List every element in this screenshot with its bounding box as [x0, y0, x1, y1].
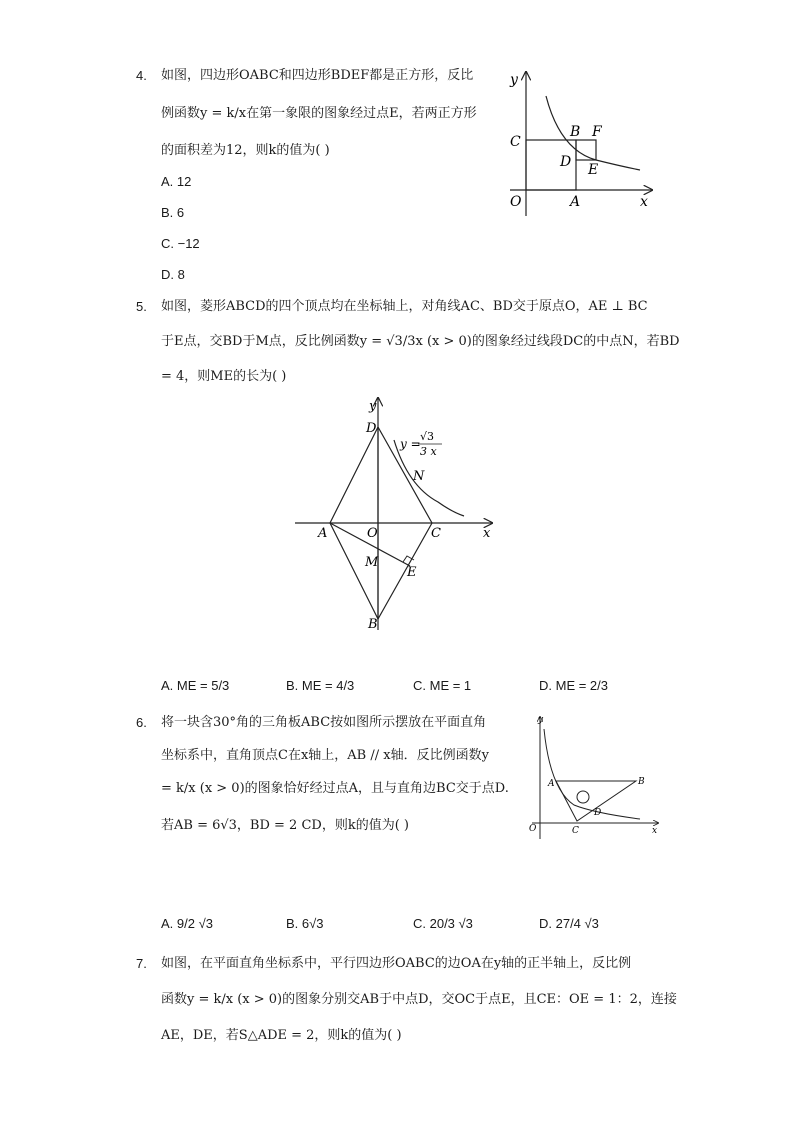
q6-label-b: B	[638, 777, 645, 787]
q4-label-e: E	[588, 162, 599, 178]
q6-label-o: O	[529, 824, 537, 834]
q4-label-c: C	[510, 134, 521, 150]
q5-label-d: D	[366, 421, 377, 436]
question-4-number: 4.	[136, 68, 147, 83]
question-5-line-2: 于E点，交BD于M点，反比例函数y = √3/3x (x > 0)的图象经过线段DC的中点N，若BD	[161, 334, 680, 349]
question-5-line-3: = 4，则ME的长为( )	[161, 369, 287, 384]
question-4-line-1: 如图，四边形OABC和四边形BDEF都是正方形，反比	[161, 68, 474, 83]
question-6-number: 6.	[136, 715, 147, 730]
question-5-option-d[interactable]: D. ME = 2/3	[539, 678, 608, 693]
question-6-line-2: 坐标系中，直角顶点C在x轴上，AB // x轴．反比例函数y	[161, 748, 489, 763]
question-7-line-3: AE，DE，若S△ADE = 2，则k的值为( )	[161, 1028, 402, 1043]
q4-label-b: B	[570, 124, 581, 140]
question-6-option-c[interactable]: C. 20/3 √3	[413, 916, 473, 931]
question-6-option-d[interactable]: D. 27/4 √3	[539, 916, 599, 931]
q5-label-a: A	[318, 526, 328, 541]
question-5-option-a[interactable]: A. ME = 5/3	[161, 678, 230, 693]
q5-func-y: y =	[400, 437, 421, 451]
q6-label-a: A	[548, 779, 555, 789]
question-4-option-d[interactable]: D. 8	[161, 267, 185, 282]
question-4-line-3: 的面积差为12，则k的值为( )	[161, 143, 330, 158]
q6-label-c: C	[572, 826, 579, 836]
q6-label-y: y	[538, 715, 544, 725]
question-6-line-1: 将一块含30°角的三角板ABC按如图所示摆放在平面直角	[161, 715, 487, 730]
question-5-option-c[interactable]: C. ME = 1	[413, 678, 472, 693]
q6-hyperbola	[544, 729, 640, 819]
q4-label-o: O	[510, 194, 522, 210]
question-6-option-a[interactable]: A. 9/2 √3	[161, 916, 213, 931]
question-5-option-b[interactable]: B. ME = 4/3	[286, 678, 355, 693]
q6-label-d: D	[594, 808, 602, 818]
q5-label-b: B	[368, 617, 378, 632]
question-6-option-b[interactable]: B. 6√3	[286, 916, 324, 931]
q4-label-a: A	[570, 194, 581, 210]
q5-func-numerator: √3	[420, 430, 435, 443]
q4-label-d: D	[560, 154, 572, 170]
q5-label-m: M	[365, 555, 379, 570]
question-4-option-b[interactable]: B. 6	[161, 205, 185, 220]
question-7-number: 7.	[136, 956, 147, 971]
q4-label-y: y	[510, 72, 518, 88]
question-5-figure	[290, 394, 500, 634]
q4-label-x: x	[640, 194, 648, 210]
q5-label-y: y	[369, 399, 377, 414]
question-7-line-2: 函数y = k/x (x > 0)的图象分别交AB于中点D，交OC于点E，且CE：OE = 1：2，连接	[161, 992, 677, 1007]
question-4-option-c[interactable]: C. −12	[161, 236, 200, 251]
q6-triangle-hole	[577, 791, 589, 803]
q5-func-denominator: 3 x	[420, 445, 437, 458]
question-5-number: 5.	[136, 299, 147, 314]
q5-label-e: E	[407, 565, 417, 580]
question-7-line-1: 如图，在平面直角坐标系中，平行四边形OABC的边OA在y轴的正半轴上，反比例	[161, 956, 632, 971]
q5-label-x: x	[483, 526, 491, 541]
question-6-line-3: = k/x (x > 0)的图象恰好经过点A，且与直角边BC交于点D.	[161, 781, 509, 796]
question-4-figure	[500, 66, 660, 216]
question-4-option-a[interactable]: A. 12	[161, 174, 192, 189]
question-4-line-2: 例函数y = k/x在第一象限的图象经过点E，若两正方形	[161, 106, 477, 121]
question-6-line-4: 若AB = 6√3，BD = 2 CD，则k的值为( )	[161, 818, 409, 833]
q5-label-n: N	[413, 469, 425, 484]
q5-label-o: O	[367, 526, 378, 541]
q6-label-x: x	[652, 826, 658, 836]
q5-label-c: C	[431, 526, 441, 541]
question-5-line-1: 如图，菱形ABCD的四个顶点均在坐标轴上，对角线AC、BD交于原点O，AE ⊥ BC	[161, 299, 648, 314]
q4-label-f: F	[592, 124, 602, 140]
q4-square-bdef	[576, 140, 596, 160]
question-6-figure	[522, 713, 662, 841]
